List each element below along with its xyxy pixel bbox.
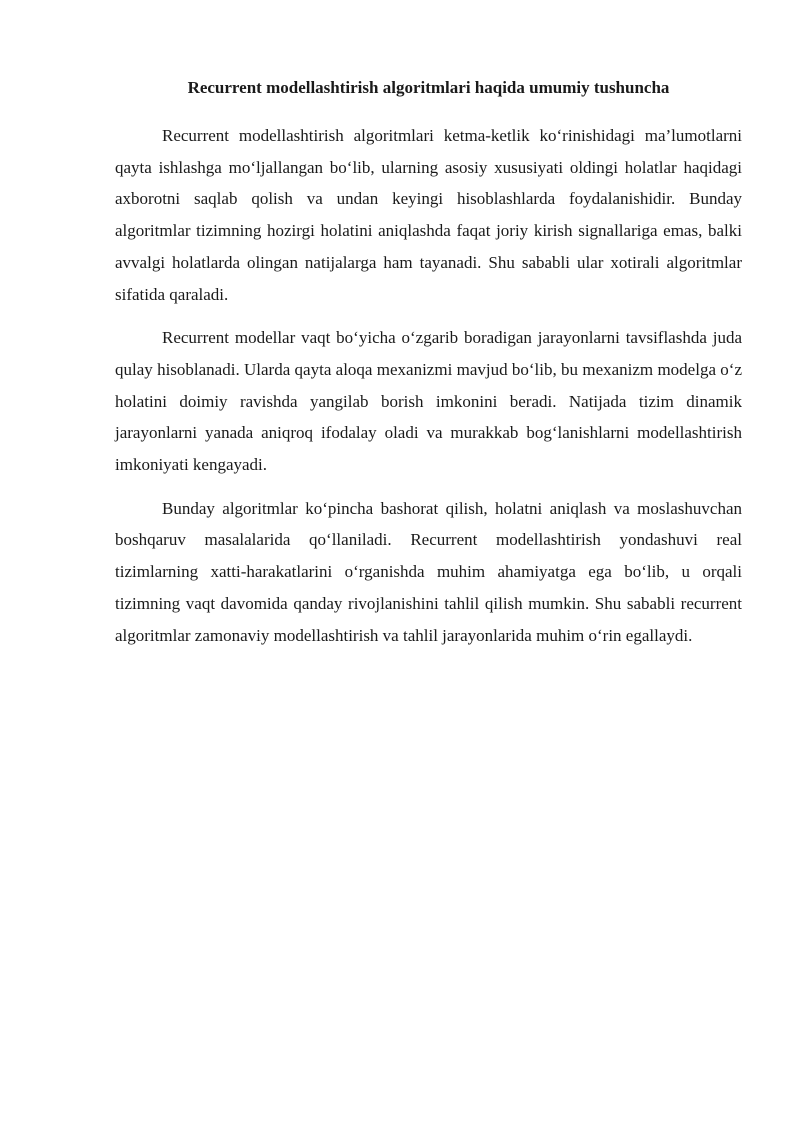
paragraph-1: Recurrent modellashtirish algoritmlari ketma-ketlik ko‘rinishidagi ma’lumotlarni qayta ishlashga mo‘ljallangan bo‘lib, ularning asosiy xususiyati oldingi holatlar haqidagi axborotni saqlab qolish va undan keyingi hisoblashlarda foydalanishidir. Bunday algoritmlar tizimning hozirgi holatini aniqlashda faqat joriy kirish signallariga emas, balki avvalgi holatlarda olingan natijalarga ham tayanadi. Shu sababli ular xotirali algoritmlar sifatida qaraladi.: [115, 126, 742, 304]
document-title: Recurrent modellashtirish algoritmlari haqida umumiy tushuncha: [187, 78, 670, 97]
document-body: [115, 76, 742, 663]
paragraph-3: Bunday algoritmlar ko‘pincha bashorat qilish, holatni aniqlash va moslashuvchan boshqaruv masalalarida qo‘llaniladi. Recurrent modellashtirish yondashuvi real tizimlarning xatti-harakatlarini o‘rganishda muhim ahamiyatga ega bo‘lib, u orqali tizimning vaqt davomida qanday rivojlanishini tahlil qilish mumkin. Shu sababli recurrent algoritmlar zamonaviy modellashtirish va tahlil jarayonlarida muhim o‘rin egallaydi.: [115, 498, 742, 645]
paragraph-2: Recurrent modellar vaqt bo‘yicha o‘zgarib boradigan jarayonlarni tavsiflashda juda qulay hisoblanadi. Ularda qayta aloqa mexanizmi mavjud bo‘lib, bu mexanizm modelga o‘z holatini doimiy ravishda yangilab borish imkonini beradi. Natijada tizim dinamik jarayonlarni yanada aniqroq ifodalay oladi va murakkab bog‘lanishlarni modellashtirish imkoniyati kengayadi.: [115, 328, 742, 475]
